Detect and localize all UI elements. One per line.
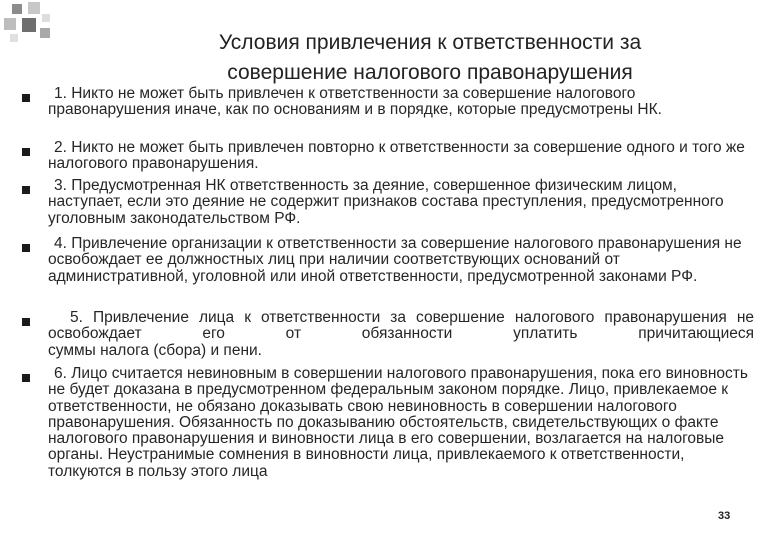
list-item-5-last-line: суммы налога (сбора) и пени.	[48, 341, 262, 359]
list-item-3: 3. Предусмотренная НК ответственность за деяние, совершенное физическим лицом, наступает, если это деяние не содержит признаков состава преступления, предусмотренного уголовным законодательством РФ.	[48, 177, 724, 227]
bullet-3	[22, 186, 30, 194]
list-item-5-text: 5. Привлечение лица к ответственности за совершение налогового правонарушения не освобождает его от обязанности уплатить причитающиеся	[48, 309, 754, 343]
page-number: 33	[718, 510, 731, 522]
corner-decoration	[0, 0, 60, 48]
list-item-5	[48, 310, 754, 359]
bullet-6	[22, 374, 30, 382]
bullet-5	[22, 318, 30, 326]
title-line-1: Условия привлечения к ответственности за	[218, 31, 642, 54]
list-item-4: 4. Привлечение организации к ответственности за совершение налогового правонарушения не освобождает ее должностных лиц при наличии соответствующих оснований от административной, уголовной или иной ответственности, предусмотренной законами РФ.	[48, 235, 742, 285]
list-item-2: 2. Никто не может быть привлечен повторно к ответственности за совершение одного и того же налогового правонарушения.	[48, 139, 745, 173]
list-item-6: 6. Лицо считается невиновным в совершении налогового правонарушения, пока его виновность не будет доказана в предусмотренном федеральным законом порядке. Лицо, привлекаемое к ответственности, не обязано доказывать свою невиновность в совершении налогового правонарушения. Обязанность по доказыванию обстоятельств, свидетельствующих о факте налогового правонарушения и виновности лица в его совершении, возлагается на налоговые органы. Неустранимые сомнения в виновности лица, привлекаемого к ответственности, толкуются в пользу этого лица	[48, 365, 748, 480]
list-item-1: 1. Никто не может быть привлечен к ответственности за совершение налогового правонарушения иначе, как по основаниям и в порядке, которые предусмотрены НК.	[48, 85, 662, 119]
title-line-2: совершение налогового правонарушения	[227, 61, 633, 84]
slide-title	[150, 28, 710, 88]
bullet-4	[22, 244, 30, 252]
bullet-1	[22, 94, 30, 102]
bullet-2	[22, 148, 30, 156]
